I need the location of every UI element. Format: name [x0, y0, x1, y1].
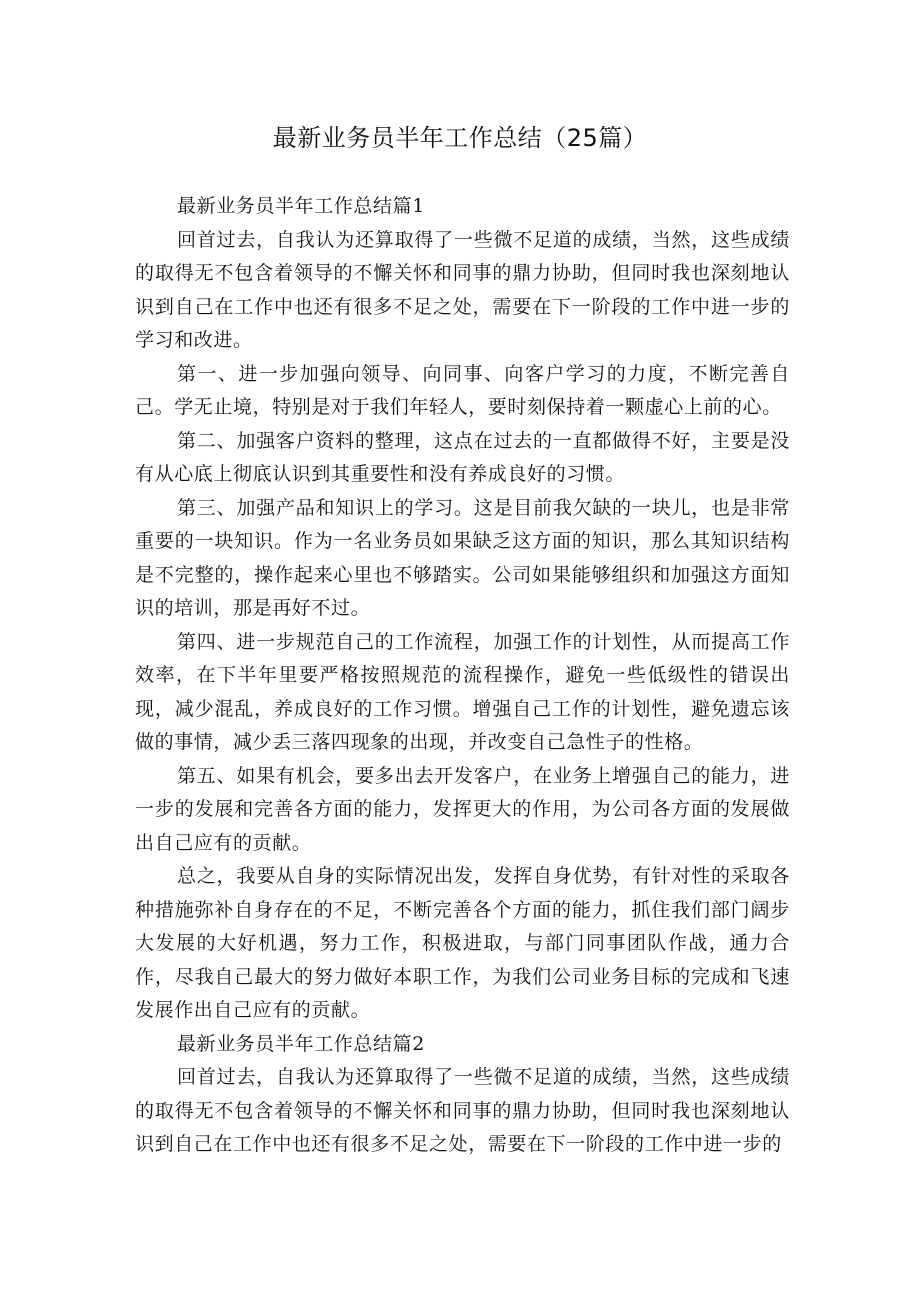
- paragraph: 回首过去，自我认为还算取得了一些微不足道的成绩，当然，这些成绩的取得无不包含着领导的不懈关怀和同事的鼎力协助，但同时我也深刻地认识到自己在工作中也还有很多不足之处，需要在下一阶段的工作中进一步的: [135, 1066, 790, 1155]
- paragraph: 第四、进一步规范自己的工作流程，加强工作的计划性，从而提高工作效率，在下半年里要严格按照规范的流程操作，避免一些低级性的错误出现，减少混乱，养成良好的工作习惯。增强自己工作的计划性，避免遗忘该做的事情，减少丢三落四现象的出现，并改变自己急性子的性格。: [135, 630, 790, 753]
- paragraph: 第一、进一步加强向领导、向同事、向客户学习的力度，不断完善自己。学无止境，特别是对于我们年轻人，要时刻保持着一颗虚心上前的心。: [135, 362, 790, 418]
- paragraph: 总之，我要从自身的实际情况出发，发挥自身优势，有针对性的采取各种措施弥补自身存在的不足，不断完善各个方面的能力，抓住我们部门阔步大发展的大好机遇，努力工作，积极进取，与部门同事团队作战，通力合作，尽我自己最大的努力做好本职工作，为我们公司业务目标的完成和飞速发展作出自己应有的贡献。: [135, 865, 790, 1021]
- document-title: 最新业务员半年工作总结（25篇）: [272, 124, 648, 152]
- paragraph: 第二、加强客户资料的整理，这点在过去的一直都做得不好，主要是没有从心底上彻底认识到其重要性和没有养成良好的习惯。: [135, 429, 790, 485]
- paragraph: 第五、如果有机会，要多出去开发客户，在业务上增强自己的能力，进一步的发展和完善各方面的能力，发挥更大的作用，为公司各方面的发展做出自己应有的贡献。: [135, 764, 790, 854]
- section-heading-2: 最新业务员半年工作总结篇2: [177, 1032, 425, 1055]
- paragraph: 第三、加强产品和知识上的学习。这是目前我欠缺的一块儿，也是非常重要的一块知识。作为一名业务员如果缺乏这方面的知识，那么其知识结构是不完整的，操作起来心里也不够踏实。公司如果能够组织和加强这方面知识的培训，那是再好不过。: [135, 496, 790, 619]
- paragraph: 回首过去，自我认为还算取得了一些微不足道的成绩，当然，这些成绩的取得无不包含着领导的不懈关怀和同事的鼎力协助，但同时我也深刻地认识到自己在工作中也还有很多不足之处，需要在下一阶段的工作中进一步的学习和改进。: [135, 228, 790, 351]
- document-body: [135, 190, 790, 1162]
- section-heading-1: 最新业务员半年工作总结篇1: [177, 195, 425, 217]
